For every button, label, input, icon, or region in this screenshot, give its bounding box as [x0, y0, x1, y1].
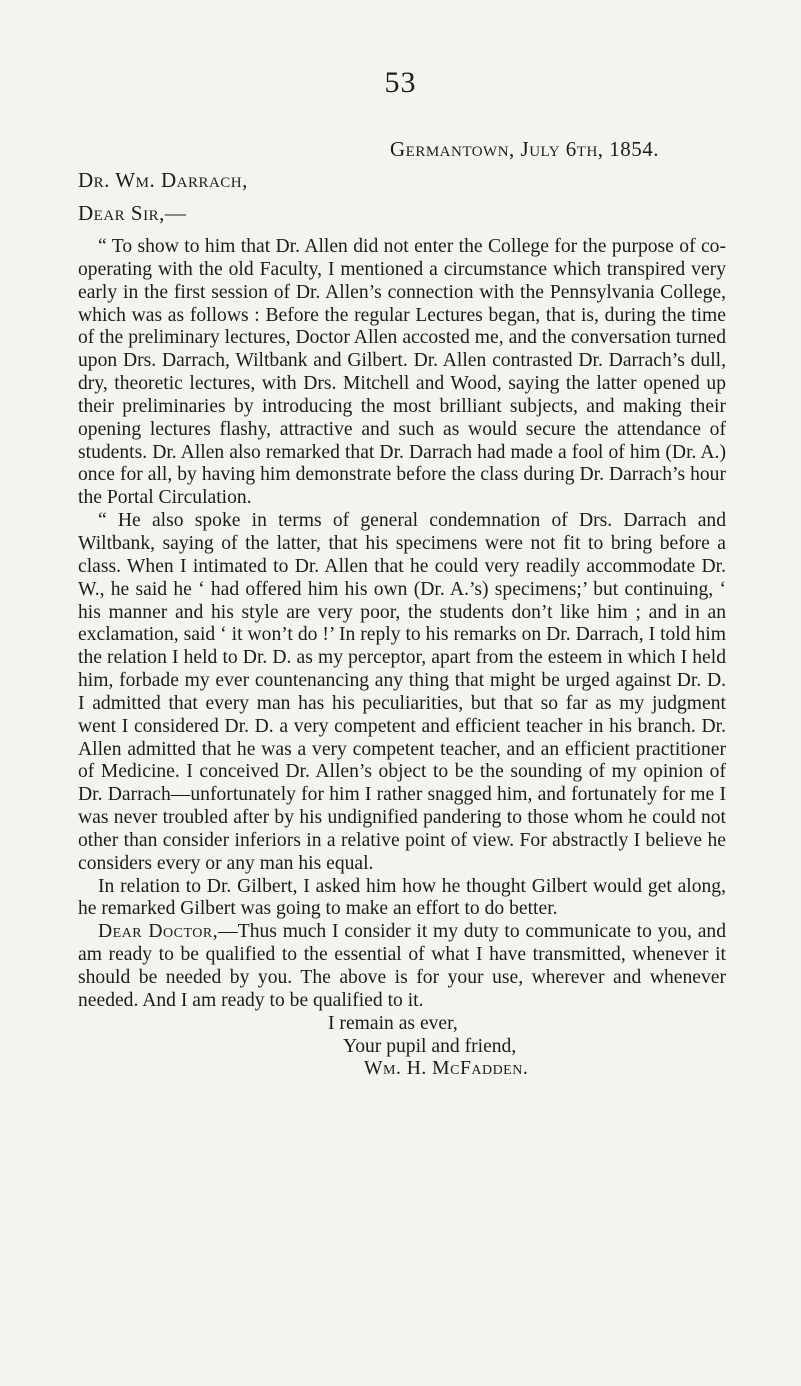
closing-remain: I remain as ever,: [328, 1012, 458, 1034]
paragraph: In relation to Dr. Gilbert, I asked him how he thought Gilbert would get along, he remarked Gilbert was going to make an effort to do better.: [78, 875, 726, 920]
closing-salutation: Dear Doctor,: [98, 921, 219, 943]
recipient-name: Dr. Wm. Darrach,: [78, 168, 248, 192]
closing-body: —Thus much I consider it my duty to communicate to you, and am ready to be qualified to the essential of what I have transmitted, whenever it should be needed by you. The above is for your use, wherever and whenever needed. And I am ready to be qualified to it.: [78, 921, 727, 1011]
signoff: Your pupil and friend,: [343, 1035, 517, 1057]
page-number: 53: [384, 66, 417, 99]
paragraph: “ He also spoke in terms of general condemnation of Drs. Darrach and Wiltbank, saying of the latter, that his specimens were not fit to bring before a class. When I intimated to Dr. Allen that he could very readily accommodate Dr. W., he said he ‘ had offered him his own (Dr. A.’s) specimens;’ but continuing, ‘ his manner and his style are very poor, the students don’t like him ; and in an exclamation, said ‘ it won’t do !’ In reply to his remarks on Dr. Darrach, I told him the relation I held to Dr. D. as my perceptor, apart from the esteem in which I held him, forbade my ever countenancing any thing that might be urged against Dr. D. I admitted that every man has his peculiarities, but that so far as my judgment went I considered Dr. D. a very competent and efficient teacher in his branch. Dr. Allen admitted that he was a very competent teacher, and an efficient practitioner of Medicine. I conceived Dr. Allen’s object to be the sounding of my opinion of Dr. Darrach—unfortunately for him I rather snagged him, and fortunately for me I was never troubled after by his undignified pandering to those whom he could not other than consider inferiors in a relative point of view. For abstractly I believe he considers every or any man his equal.: [78, 510, 726, 874]
paragraph: “ To show to him that Dr. Allen did not enter the College for the purpose of co-operating with the old Faculty, I mentioned a circumstance which transpired very early in the first session of Dr. Allen’s connection with the Pennsylvania College, which was as follows : Before the regular Lectures began, that is, during the time of the preliminary lectures, Doctor Allen accosted me, and the conversation turned upon Drs. Darrach, Wiltbank and Gilbert. Dr. Allen contrasted Dr. Darrach’s dull, dry, theoretic lectures, with Drs. Mitchell and Wood, saying the latter opened up their preliminaries by introducing the most brilliant subjects, and making their opening lectures flashy, attractive and such as would secure the attendance of students. Dr. Allen also remarked that Dr. Darrach had made a fool of him (Dr. A.) once for all, by having him demonstrate before the class during Dr. Darrach’s hour the Portal Circulation.: [78, 236, 726, 509]
salutation: Dear Sir,—: [78, 201, 187, 225]
letter-body: [78, 236, 726, 1081]
signature: Wm. H. McFadden.: [364, 1058, 529, 1080]
dateline: Germantown, July 6th, 1854.: [390, 137, 660, 161]
closing-paragraph: [78, 921, 726, 1012]
